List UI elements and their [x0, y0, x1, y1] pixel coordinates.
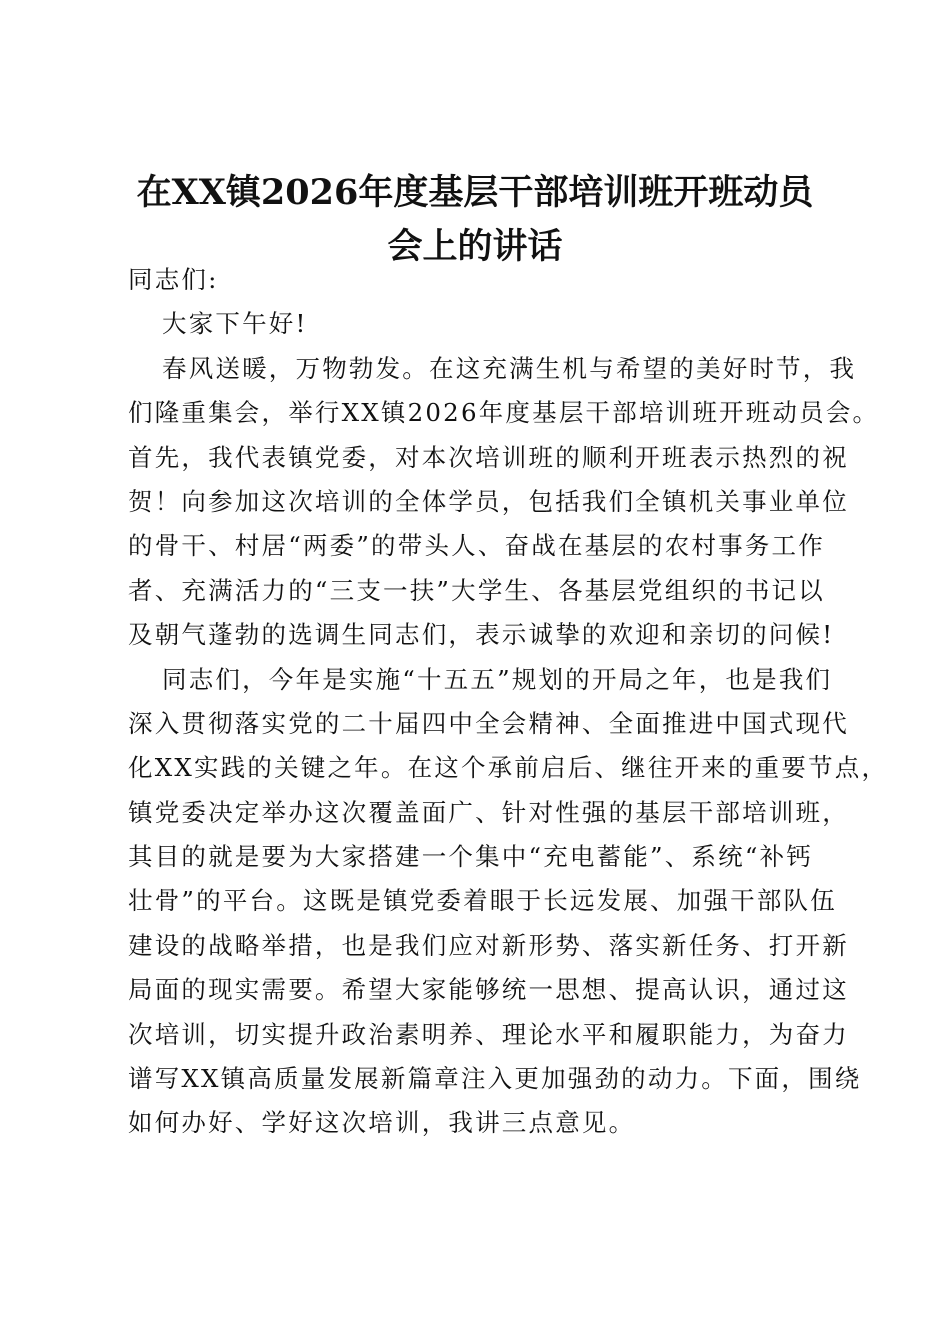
text-line: 其目的就是要为大家搭建一个集中“充电蓄能”、系统“补钙	[128, 842, 813, 872]
text-line: 的骨干、村居“两委”的带头人、奋战在基层的农村事务工作	[128, 531, 825, 561]
document-body	[128, 258, 889, 1146]
text-line: 春风送暖，万物勃发。在这充满生机与希望的美好时节，我	[162, 353, 857, 383]
text-line: 深入贯彻落实党的二十届四中全会精神、全面推进中国式现代	[128, 708, 849, 738]
salutation: 同志们:	[128, 265, 219, 294]
greeting: 大家下午好!	[162, 309, 308, 339]
text-line: 者、充满活力的“三支一扶”大学生、各基层党组织的书记以	[128, 575, 825, 605]
text-line: 局面的现实需要。希望大家能够统一思想、提高认识，通过这	[128, 975, 849, 1005]
paragraph-1	[128, 347, 880, 658]
text-line: 壮骨”的平台。这既是镇党委着眼于长远发展、加强干部队伍	[128, 886, 837, 916]
text-line: 如何办好、学好这次培训，我讲三点意见。	[128, 1108, 636, 1138]
text-line: 同志们，今年是实施“十五五”规划的开局之年，也是我们	[162, 664, 833, 694]
title-line: 在XX镇2026年度基层干部培训班开班动员	[136, 172, 814, 213]
text-line: 们隆重集会，举行XX镇2026年度基层干部培训班开班动员会。	[128, 398, 880, 428]
paragraph-2	[128, 658, 889, 1146]
text-line: 首先，我代表镇党委，对本次培训班的顺利开班表示热烈的祝	[128, 442, 849, 472]
text-line: 次培训，切实提升政治素明养、理论水平和履职能力，为奋力	[128, 1019, 849, 1049]
title-line: 会上的讲话	[387, 226, 563, 267]
text-line: 贺！向参加这次培训的全体学员，包括我们全镇机关事业单位	[128, 486, 849, 516]
text-line: 镇党委决定举办这次覆盖面广、针对性强的基层干部培训班，	[128, 797, 849, 827]
text-line: 建设的战略举措，也是我们应对新形势、落实新任务、打开新	[128, 930, 849, 960]
text-line: 谱写XX镇高质量发展新篇章注入更加强劲的动力。下面，围绕	[128, 1064, 862, 1094]
text-line: 化XX实践的关键之年。在这个承前启后、继往开来的重要节点，	[128, 753, 889, 783]
text-line: 及朝气蓬勃的选调生同志们，表示诚挚的欢迎和亲切的问候!	[128, 620, 835, 650]
